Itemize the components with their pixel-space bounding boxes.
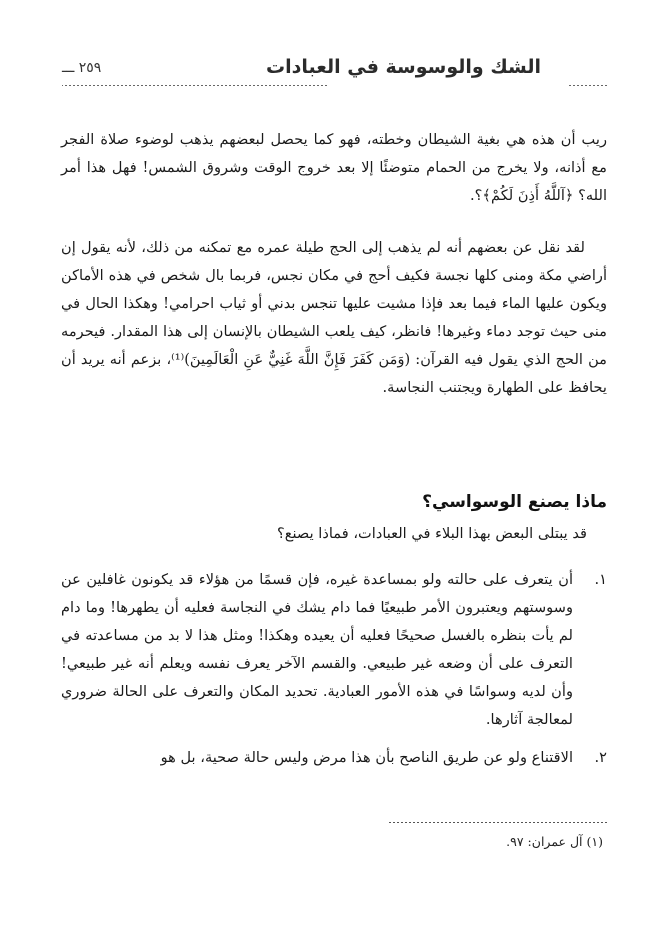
list-item-number: ٢. [594,749,607,766]
running-header [62,52,607,92]
list-item [61,566,607,734]
list-item-number: ١. [594,571,607,588]
paragraph-1-text: ريب أن هذه هي بغية الشيطان وخطته، فهو كما يحصل لبعضهم يذهب لوضوء صلاة الفجر مع أذانه، ولا يخرج من الحمام متوضئًا إلا بعد خروج الوقت وشروق الشمس! فهل هذا أمر الله؟ ﴿آللَّهُ أَذِنَ لَكُمْ﴾؟. [61,131,607,204]
header-title-tab [327,78,567,86]
list-item [61,744,607,772]
list-item-text: الاقتناع ولو عن طريق الناصح بأن هذا مرض وليس حالة صحية، بل هو [160,749,573,766]
section-intro: قد يبتلى البعض بهذا البلاء في العبادات، فماذا يصنع؟ [277,525,587,542]
section-heading: ماذا يصنع الوسواسي؟ [422,492,607,512]
list-item-text: أن يتعرف على حالته ولو بمساعدة غيره، فإن قسمًا من هؤلاء قد يكونون غافلين عن وسوستهم ويعتبرون الأمر طبيعيًا فما دام يشك في النجاسة فعليه أن يطهرها! وما دام لم يأت بنظره بالغسل صحيحًا فعليه أن يعيده وهكذا! ومثل هذا لا بد من مساعدته في التعرف على أن وضعه غير طبيعي. والقسم الآخر يعرف نفسه ويعلم أنه غير طبيعي! وأن لديه وسواسًا في هذه الأمور العبادية. تحديد المكان والتعرف على الحالة ضروري لمعالجة آثارها. [61,571,573,728]
paragraph-1 [61,126,607,210]
header-title: الشك والوسوسة في العبادات [266,56,541,78]
paragraph-2 [61,234,607,402]
footnote-divider [387,822,607,823]
footnote: (١) آل عمران: ٩٧. [506,834,603,849]
paragraph-2-text: لقد نقل عن بعضهم أنه لم يذهب إلى الحج طيلة عمره مع تمكنه من ذلك، لأنه يقول إن أراضي مكة ومنى كلها نجسة فكيف أحج في مكان نجس، فربما بال شخص في هذه الأماكن ويكون عليها الماء فيما بعد فإذا مشيت عليها تنجس بدني أو ثياب احرامي! وهكذا الحال في منى حيث توجد دماء وغيرها! فانظر، كيف يلعب الشيطان بالإنسان إلى هذا المقدار. فيحرمه من الحج الذي يقول فيه القرآن: (وَمَن كَفَرَ فَإِنَّ اللَّهَ غَنِيٌّ عَنِ الْعَالَمِينَ)⁽¹⁾، بزعم أنه يريد أن يحافظ على الطهارة ويجتنب النجاسة. [61,239,607,396]
page-number: ٢٥٩ ـــ [62,60,102,76]
numbered-list [61,566,607,772]
